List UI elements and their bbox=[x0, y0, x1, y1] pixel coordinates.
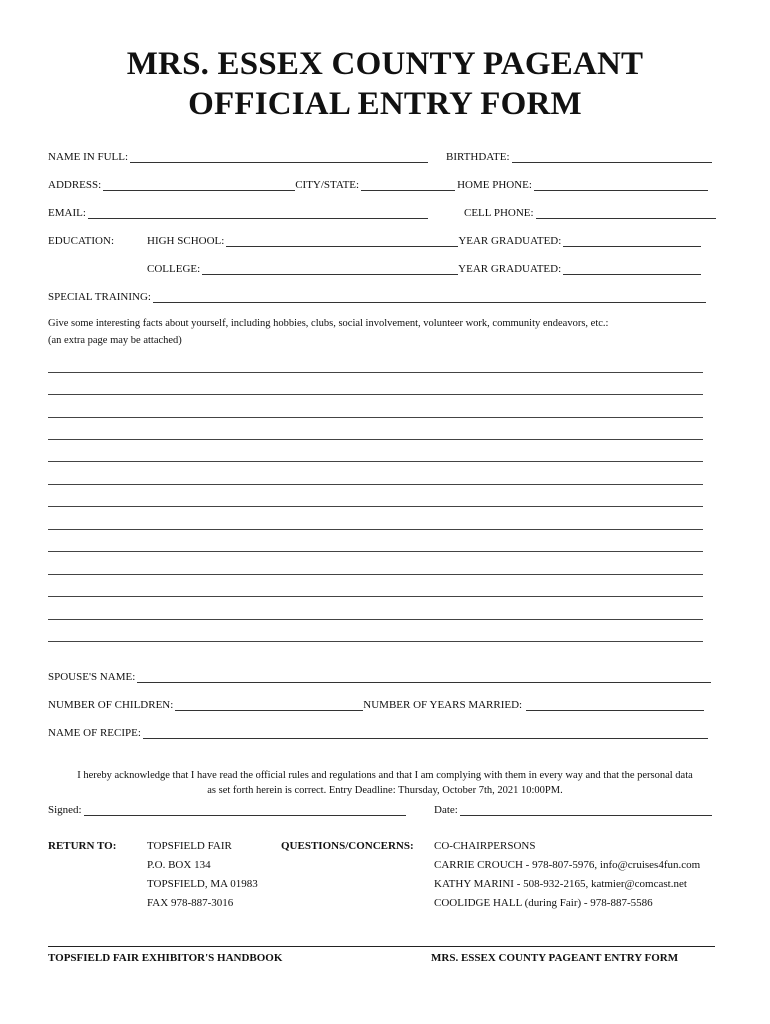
high-school-row bbox=[147, 235, 701, 247]
questions-label: QUESTIONS/CONCERNS: bbox=[281, 840, 414, 852]
home-phone-field[interactable] bbox=[534, 180, 708, 191]
recipe-label: NAME OF RECIPE: bbox=[48, 727, 141, 739]
name-row bbox=[48, 151, 428, 163]
form-title: MRS. ESSEX COUNTY PAGEANT bbox=[126, 46, 644, 82]
name-label: NAME IN FULL: bbox=[48, 151, 129, 163]
facts-line[interactable] bbox=[48, 484, 703, 485]
email-row bbox=[48, 207, 428, 219]
return-address-line: P.O. BOX 134 bbox=[147, 859, 211, 871]
city-state-label: CITY/STATE: bbox=[295, 179, 360, 191]
spouse-row bbox=[48, 671, 711, 683]
contact-line: CO-CHAIRPERSONS bbox=[434, 840, 536, 852]
special-training-row bbox=[48, 291, 706, 303]
signed-label: Signed: bbox=[48, 804, 82, 816]
footer-divider bbox=[48, 946, 715, 947]
college-label: COLLEGE: bbox=[147, 263, 201, 275]
return-to-label: RETURN TO: bbox=[48, 840, 117, 852]
birthdate-field[interactable] bbox=[512, 152, 712, 163]
return-address-line: TOPSFIELD FAIR bbox=[147, 840, 232, 852]
facts-line[interactable] bbox=[48, 619, 703, 620]
email-field[interactable] bbox=[88, 208, 428, 219]
college-year-label: YEAR GRADUATED: bbox=[458, 263, 562, 275]
years-married-label: NUMBER OF YEARS MARRIED: bbox=[363, 699, 523, 711]
return-fax-line: FAX 978-887-3016 bbox=[147, 897, 234, 909]
return-address-line: TOPSFIELD, MA 01983 bbox=[147, 878, 258, 890]
address-label: ADDRESS: bbox=[48, 179, 102, 191]
special-training-field[interactable] bbox=[153, 292, 706, 303]
acknowledgement-line2: as set forth herein is correct. Entry Deadline: Thursday, October 7th, 2021 10:00PM. bbox=[207, 785, 563, 796]
signed-row bbox=[48, 804, 406, 816]
facts-line[interactable] bbox=[48, 439, 703, 440]
high-school-label: HIGH SCHOOL: bbox=[147, 235, 225, 247]
cell-phone-row bbox=[464, 207, 716, 219]
facts-prompt: Give some interesting facts about yourself, including hobbies, clubs, social involvement, volunteer work, community endeavors, etc.: bbox=[48, 318, 609, 329]
birthdate-label: BIRTHDATE: bbox=[446, 151, 510, 163]
facts-line[interactable] bbox=[48, 394, 703, 395]
signature-field[interactable] bbox=[84, 805, 406, 816]
contact-line: COOLIDGE HALL (during Fair) - 978-887-5586 bbox=[434, 897, 653, 909]
hs-year-field[interactable] bbox=[563, 236, 701, 247]
facts-line[interactable] bbox=[48, 461, 703, 462]
date-row bbox=[434, 804, 712, 816]
date-field[interactable] bbox=[460, 805, 712, 816]
city-state-field[interactable] bbox=[361, 180, 455, 191]
cell-phone-label: CELL PHONE: bbox=[464, 207, 534, 219]
home-phone-label: HOME PHONE: bbox=[457, 179, 532, 191]
college-year-field[interactable] bbox=[563, 264, 701, 275]
facts-line[interactable] bbox=[48, 372, 703, 373]
children-row bbox=[48, 699, 704, 711]
facts-line[interactable] bbox=[48, 641, 703, 642]
facts-line[interactable] bbox=[48, 551, 703, 552]
birthdate-row bbox=[446, 151, 712, 163]
facts-line[interactable] bbox=[48, 574, 703, 575]
college-field[interactable] bbox=[202, 264, 458, 275]
recipe-field[interactable] bbox=[143, 728, 708, 739]
facts-note: (an extra page may be attached) bbox=[48, 335, 182, 346]
address-row bbox=[48, 179, 708, 191]
date-label: Date: bbox=[434, 804, 458, 816]
children-label: NUMBER OF CHILDREN: bbox=[48, 699, 174, 711]
name-field[interactable] bbox=[130, 152, 428, 163]
footer-right: MRS. ESSEX COUNTY PAGEANT ENTRY FORM bbox=[431, 952, 679, 964]
special-training-label: SPECIAL TRAINING: bbox=[48, 291, 151, 303]
years-married-field[interactable] bbox=[526, 700, 704, 711]
footer-left: TOPSFIELD FAIR EXHIBITOR'S HANDBOOK bbox=[48, 952, 283, 964]
cell-phone-field[interactable] bbox=[536, 208, 716, 219]
children-field[interactable] bbox=[175, 700, 363, 711]
facts-line[interactable] bbox=[48, 596, 703, 597]
facts-line[interactable] bbox=[48, 417, 703, 418]
spouse-label: SPOUSE'S NAME: bbox=[48, 671, 136, 683]
facts-line[interactable] bbox=[48, 506, 703, 507]
spouse-field[interactable] bbox=[137, 672, 711, 683]
facts-line[interactable] bbox=[48, 529, 703, 530]
education-label: EDUCATION: bbox=[48, 235, 114, 247]
email-label: EMAIL: bbox=[48, 207, 86, 219]
college-row bbox=[147, 263, 701, 275]
hs-year-label: YEAR GRADUATED: bbox=[458, 235, 562, 247]
contact-line: KATHY MARINI - 508-932-2165, katmier@comcast.net bbox=[434, 878, 687, 890]
acknowledgement-line1: I hereby acknowledge that I have read the official rules and regulations and that I am complying with them in every way and that the personal data bbox=[77, 770, 693, 781]
contact-line: CARRIE CROUCH - 978-807-5976, info@cruises4fun.com bbox=[434, 859, 701, 871]
high-school-field[interactable] bbox=[226, 236, 458, 247]
form-subtitle: OFFICIAL ENTRY FORM bbox=[188, 86, 582, 122]
recipe-row bbox=[48, 727, 708, 739]
address-field[interactable] bbox=[103, 180, 295, 191]
